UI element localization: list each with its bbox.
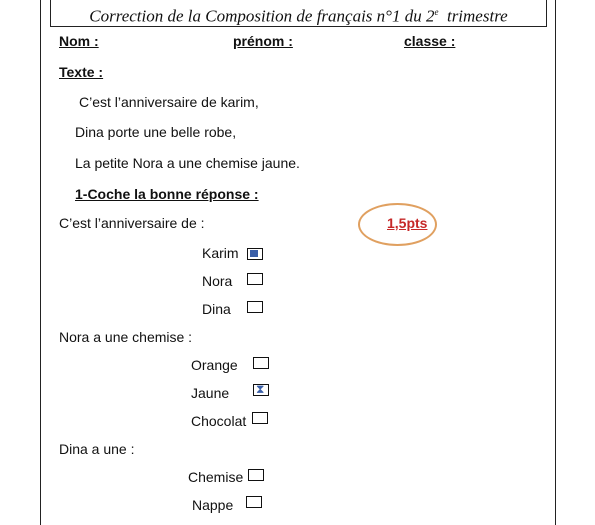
option-jaune-label: Jaune [191,385,230,401]
page-title [50,0,547,27]
title-suffix: trimestre [438,6,508,26]
option-chocolat-checkbox[interactable] [252,412,268,424]
question-2-prompt: Nora a une chemise : [59,329,193,345]
score-value: 1,5pts [387,215,428,231]
left-margin-line [40,0,41,525]
texte-line-3: La petite Nora a une chemise jaune. [75,155,300,171]
option-nora-checkbox[interactable] [247,273,263,285]
option-chocolat-label: Chocolat [191,413,247,429]
title-main: Correction de la Composition de français n°1 du 2 [89,6,435,26]
prenom-label: prénom : [233,33,293,49]
right-margin-line [555,0,556,525]
classe-label: classe : [404,33,456,49]
option-nappe-checkbox[interactable] [246,496,262,508]
option-chemise-label: Chemise [188,469,244,485]
option-chemise-checkbox[interactable] [248,469,264,481]
nom-label: Nom : [59,33,99,49]
texte-line-2: Dina porte une belle robe, [75,124,237,140]
option-nora-label: Nora [202,273,233,289]
option-karim-label: Karim [202,245,239,261]
option-orange-checkbox[interactable] [253,357,269,369]
option-nappe-label: Nappe [192,497,234,513]
question-3-prompt: Dina a une : [59,441,135,457]
title-superscript: e [434,7,439,17]
option-jaune-checkbox[interactable] [253,384,269,396]
option-dina-label: Dina [202,301,231,317]
exercise-title: 1-Coche la bonne réponse : [75,186,259,202]
option-dina-checkbox[interactable] [247,301,263,313]
option-orange-label: Orange [191,357,238,373]
texte-label: Texte : [59,64,104,80]
question-1-prompt: C’est l’anniversaire de : [59,215,205,231]
texte-line-1: C’est l’anniversaire de karim, [79,94,259,110]
option-karim-checkbox[interactable] [247,248,263,260]
